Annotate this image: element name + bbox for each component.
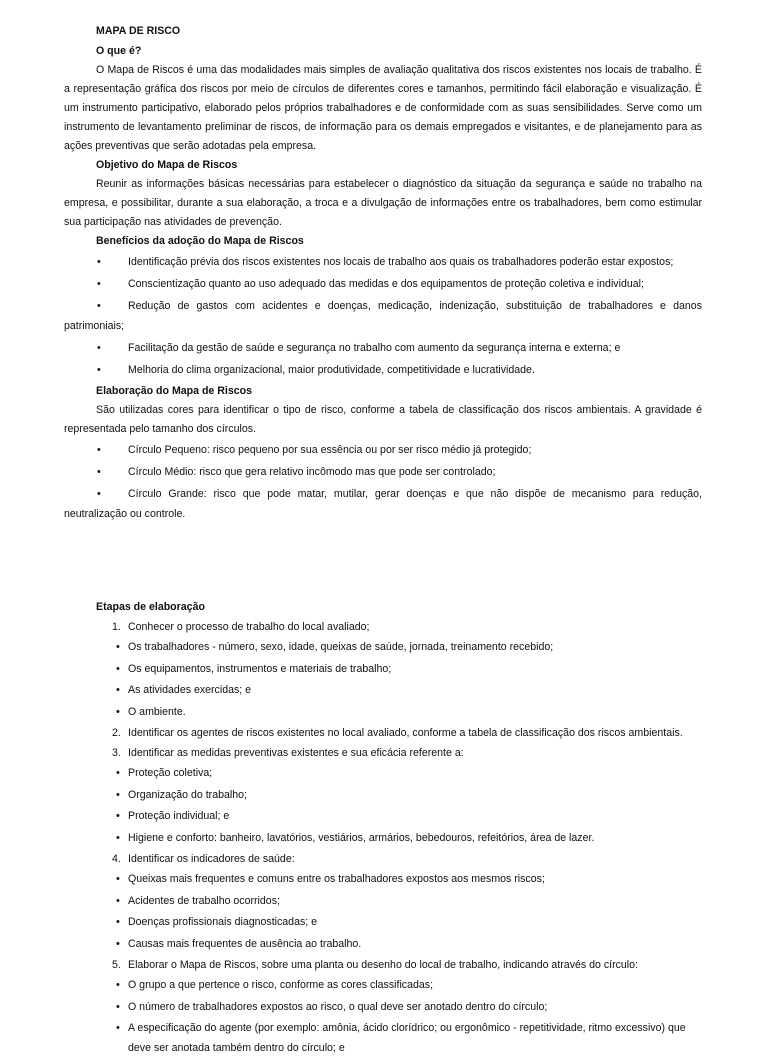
list-item-text: Acidentes de trabalho ocorridos; [128, 894, 280, 907]
paragraph-objective: Reunir as informações básicas necessárias para estabelecer o diagnóstico da situação da segurança e saúde no trabalho na empresa, e possibilitar, durante a sua elaboração, a troca e a divulgação de informações entre os trabalhadores, bem como estimular sua participação nas atividades de prevenção. [64, 178, 702, 228]
list-item-text: Elaborar o Mapa de Riscos, sobre uma planta ou desenho do local de trabalho, indicando através do círculo: [128, 959, 638, 971]
list-item-text: Os trabalhadores - número, sexo, idade, queixas de saúde, jornada, treinamento recebido; [128, 641, 554, 653]
document-body [64, 22, 702, 1060]
blank-space [64, 526, 702, 598]
list-item-text: Organização do trabalho; [128, 788, 247, 801]
circles-list [64, 440, 702, 524]
list-item [64, 849, 702, 869]
section-heading-objective: Objetivo do Mapa de Riscos [96, 159, 238, 171]
list-item-text: Os equipamentos, instrumentos e materiais de trabalho; [128, 662, 392, 675]
paragraph-what-is: O Mapa de Riscos é uma das modalidades mais simples de avaliação qualitativa dos riscos existentes nos locais de trabalho. É a representação gráfica dos riscos por meio de círculos de diferentes cores e tamanhos, permitindo fácil elaboração e visualização. É um instrumento participativo, elaborado pelos próprios trabalhadores e de conformidade com as suas sensibilidades. Serve como um instrumento de levantamento preliminar de riscos, de informação para os demais empregados e visitantes, e de planejamento para as ações preventivas que serão adotadas pela empresa. [64, 64, 702, 152]
bullet-icon: • [116, 684, 120, 696]
list-item-text: Higiene e conforto: banheiro, lavatórios, vestiários, armários, bebedouros, refeitórios, área de lazer. [128, 831, 595, 844]
bullet-icon: • [116, 831, 120, 844]
list-item-text: As atividades exercidas; e [128, 684, 252, 696]
list-item: • Redução de gastos com acidentes e doenças, medicação, indenização, substituição de trabalhadores e danos patrimoniais; [64, 296, 702, 336]
list-item [64, 659, 702, 679]
list-number: 5. [112, 959, 121, 971]
list-item [64, 934, 702, 954]
bullet-icon: • [116, 705, 120, 718]
list-item-text: Proteção individual; e [128, 810, 230, 822]
section-heading-steps: Etapas de elaboração [96, 601, 205, 613]
list-item-text: A especificação do agente (por exemplo: amônia, ácido clorídrico; ou ergonômico - repetitividade, ritmo excessivo) que deve ser anotada também dentro do círculo; e [128, 1022, 686, 1054]
list-item: • Conscientização quanto ao uso adequado das medidas e dos equipamentos de proteção coletiva e individual; [64, 274, 702, 294]
list-number: 4. [112, 853, 121, 865]
list-item [64, 975, 702, 995]
list-item [64, 680, 702, 700]
list-item: • Círculo Grande: risco que pode matar, mutilar, gerar doenças e que não dispõe de mecanismo para redução, neutralização ou controle. [64, 484, 702, 524]
list-item-text: Queixas mais frequentes e comuns entre os trabalhadores expostos aos mesmos riscos; [128, 873, 545, 885]
list-item-text: O grupo a que pertence o risco, conforme as cores classificadas; [128, 979, 434, 991]
list-item [64, 1018, 702, 1058]
bullet-icon: • [116, 1000, 120, 1013]
list-item-text: Conhecer o processo de trabalho do local avaliado; [128, 621, 370, 633]
paragraph-elaboration: São utilizadas cores para identificar o tipo de risco, conforme a tabela de classificação dos riscos ambientais. A gravidade é representada pelo tamanho dos círculos. [64, 404, 702, 435]
list-item [64, 785, 702, 805]
bullet-icon: • [97, 466, 101, 478]
list-item: • Círculo Médio: risco que gera relativo incômodo mas que pode ser controlado; [64, 462, 702, 482]
benefits-list [64, 252, 702, 380]
bullet-icon: • [116, 788, 120, 801]
list-item [64, 723, 702, 743]
list-item-text: O número de trabalhadores expostos ao risco, o qual deve ser anotado dentro do círculo; [128, 1000, 548, 1013]
bullet-icon: • [116, 894, 120, 907]
list-item-text: Causas mais frequentes de ausência ao trabalho. [128, 937, 362, 950]
section-heading-elaboration: Elaboração do Mapa de Riscos [96, 385, 253, 397]
bullet-icon: • [97, 256, 101, 268]
bullet-icon: • [116, 810, 120, 822]
bullet-icon: • [116, 767, 120, 779]
bullet-icon: • [116, 662, 120, 675]
bullet-icon: • [116, 979, 120, 991]
document-title: MAPA DE RISCO [96, 25, 181, 37]
section-heading-benefits: Benefícios da adoção do Mapa de Riscos [96, 235, 304, 247]
bullet-icon: • [116, 641, 120, 653]
list-item [64, 955, 702, 975]
list-number: 3. [112, 747, 121, 759]
list-item: • Círculo Pequeno: risco pequeno por sua essência ou por ser risco médio já protegido; [64, 440, 702, 460]
list-item-text: Identificar as medidas preventivas existentes e sua eficácia referente a: [128, 747, 464, 759]
list-item [64, 828, 702, 848]
list-number: 1. [112, 621, 121, 633]
list-item [64, 912, 702, 932]
list-item: • Identificação prévia dos riscos existentes nos locais de trabalho aos quais os trabalhadores poderão estar expostos; [64, 252, 702, 272]
bullet-icon: • [97, 278, 101, 290]
list-item-text: Proteção coletiva; [128, 767, 213, 779]
list-item-text: O ambiente. [128, 705, 186, 718]
list-item [64, 617, 702, 637]
list-item [64, 869, 702, 889]
bullet-icon: • [97, 444, 101, 456]
bullet-icon: • [97, 364, 101, 376]
list-item-text: Identificar os agentes de riscos existentes no local avaliado, conforme a tabela de classificação dos riscos ambientais. [128, 727, 683, 739]
list-item: • Melhoria do clima organizacional, maior produtividade, competitividade e lucratividade. [64, 360, 702, 380]
list-item [64, 743, 702, 763]
list-item [64, 891, 702, 911]
bullet-icon: • [116, 873, 120, 885]
list-item [64, 997, 702, 1017]
steps-list [64, 617, 702, 1058]
bullet-icon: • [116, 937, 120, 950]
bullet-icon: • [116, 1022, 120, 1034]
list-item [64, 806, 702, 826]
bullet-icon: • [97, 488, 101, 500]
bullet-icon: • [97, 342, 101, 354]
list-item: • Facilitação da gestão de saúde e segurança no trabalho com aumento da segurança interna e externa; e [64, 338, 702, 358]
list-item [64, 637, 702, 657]
bullet-icon: • [97, 300, 101, 312]
list-item-text: Identificar os indicadores de saúde: [128, 853, 295, 865]
list-item [64, 763, 702, 783]
bullet-icon: • [116, 916, 120, 928]
section-heading-what-is: O que é? [96, 45, 142, 57]
list-number: 2. [112, 727, 121, 739]
list-item [64, 702, 702, 722]
list-item-text: Doenças profissionais diagnosticadas; e [128, 916, 318, 928]
